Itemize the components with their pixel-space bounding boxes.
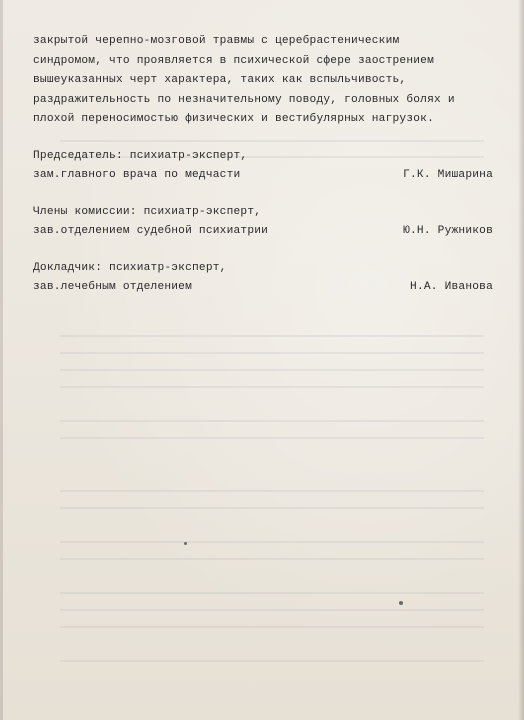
signature-position: зав.отделением судебной психиатрии [33, 225, 269, 237]
bleed-through-line [60, 507, 484, 509]
bleed-through-line [60, 626, 484, 628]
signatory-name: Н.А. Иванова [410, 281, 493, 293]
ink-speck [184, 542, 187, 545]
signature-position-row [33, 166, 493, 186]
page-right-edge [518, 0, 524, 720]
bleed-through-line [60, 609, 484, 611]
signature-role: Председатель: психиатр-эксперт, [33, 149, 248, 162]
signature-commission-member [33, 203, 493, 242]
body-line: синдромом, что проявляется в психической сфере заострением [33, 54, 434, 67]
bleed-through-line [60, 386, 484, 388]
signature-rapporteur [33, 259, 493, 298]
bleed-through-line [60, 541, 484, 543]
signature-position: зам.главного врача по медчасти [33, 169, 241, 181]
signature-role-row [33, 147, 493, 167]
signature-role-row [33, 259, 493, 279]
bleed-through-line [60, 490, 484, 492]
ink-speck [399, 601, 403, 605]
body-line: закрытой черепно-мозговой травмы с церебрастеническим [33, 35, 400, 47]
page-left-edge [0, 0, 3, 720]
bleed-through-line [60, 558, 484, 560]
signature-role: Члены комиссии: психиатр-эксперт, [33, 205, 262, 218]
signature-chairman [33, 147, 493, 186]
signatory-name: Ю.Н. Ружников [403, 225, 493, 237]
document-body [33, 32, 493, 298]
bleed-through-line [60, 660, 484, 662]
body-line: плохой переносимостью физических и вестибулярных нагрузок. [33, 113, 434, 125]
bleed-through-line [60, 420, 484, 422]
bleed-through-line [60, 335, 484, 337]
signature-role: Докладчик: психиатр-эксперт, [33, 261, 227, 274]
signature-position: зав.лечебным отделением [33, 281, 193, 293]
signatory-name: Г.К. Мишарина [403, 169, 493, 181]
body-line: вышеуказанных черт характера, таких как вспыльчивость, [33, 74, 407, 86]
bleed-through-line [60, 592, 484, 594]
bleed-through-line [60, 369, 484, 371]
bleed-through-line [60, 352, 484, 354]
body-paragraph [33, 32, 493, 130]
signature-role-row [33, 203, 493, 223]
bleed-through-line [60, 437, 484, 439]
signature-position-row [33, 222, 493, 242]
body-line: раздражительность по незначительному поводу, головных болях и [33, 93, 455, 106]
signature-position-row [33, 278, 493, 298]
